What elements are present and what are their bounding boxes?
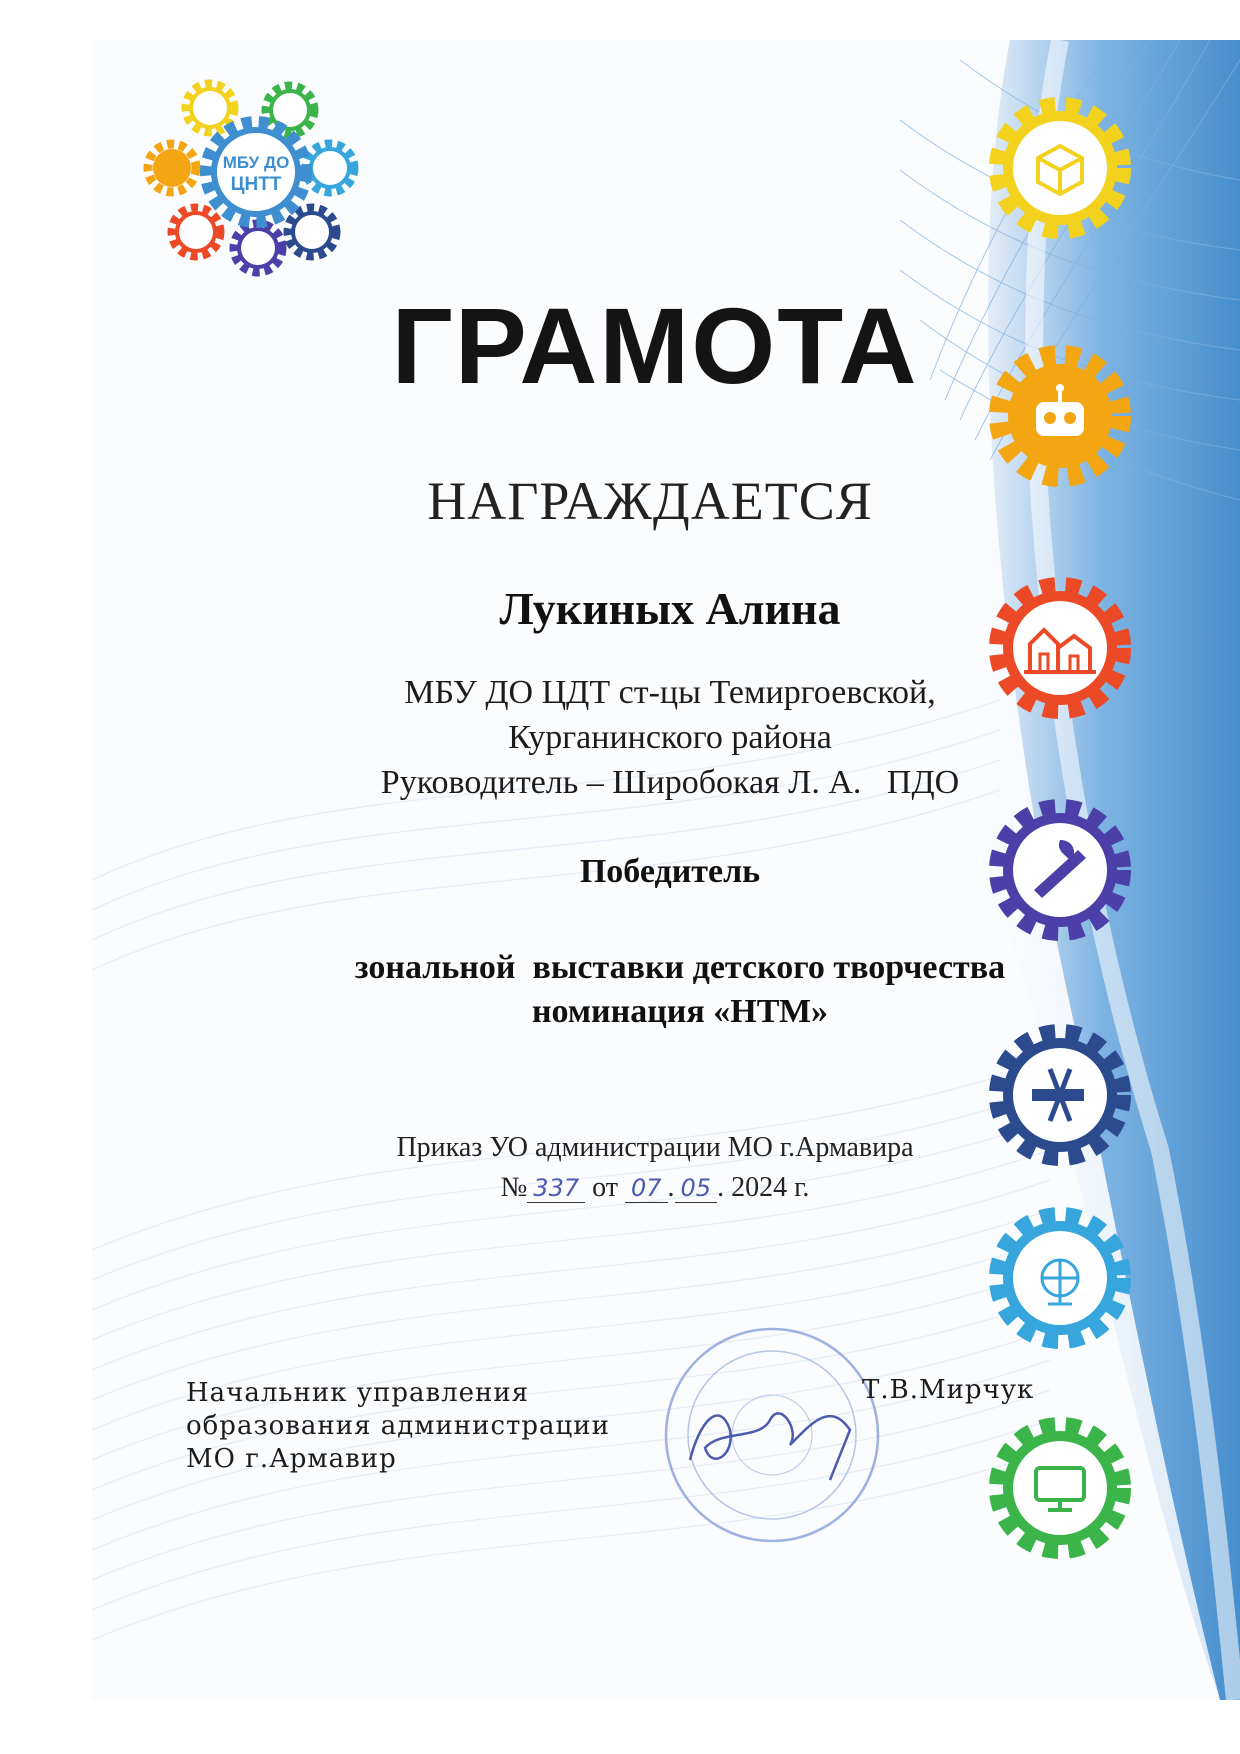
event-line-1: зональной выставки детского творчества (354, 949, 1006, 986)
signatory-title-line-3: МО г.Армавир (186, 1444, 397, 1474)
signatory-title-line-1: Начальник управления (186, 1378, 530, 1408)
logo-cluster (148, 84, 354, 272)
certificate-title: ГРАМОТА (391, 285, 919, 406)
order-from-label: от (592, 1172, 618, 1203)
order-day: 07 (625, 1174, 668, 1203)
event-line-2: номинация «НТМ» (531, 993, 829, 1030)
signatory-title (186, 1377, 706, 1476)
order-month: 05 (675, 1174, 718, 1203)
order-line-2: № 337 от 07 . 05 . 2024 г. (500, 1172, 810, 1203)
logo-text-line1: МБУ ДО (222, 153, 290, 172)
org-line-3: Руководитель – Широбокая Л. А. ПДО (380, 764, 960, 801)
organization-block (310, 670, 1030, 805)
order-number: 337 (527, 1174, 585, 1203)
event-block (280, 946, 1080, 1034)
signatory-name: Т.В.Мирчук (862, 1375, 1035, 1405)
order-number-prefix: № (500, 1172, 528, 1203)
recipient-name: Лукиных Алина (499, 583, 841, 634)
order-block (330, 1128, 980, 1208)
org-line-2: Курганинского района (508, 719, 832, 756)
org-line-1: МБУ ДО ЦДТ ст-цы Темиргоевской, (404, 674, 936, 711)
signatory-title-line-2: образования администрации (186, 1411, 610, 1441)
order-year: 2024 г. (731, 1172, 810, 1203)
award-status: Победитель (579, 853, 761, 890)
logo-text-line2: ЦНТТ (230, 174, 282, 195)
order-line-1: Приказ УО администрации МО г.Армавира (396, 1132, 914, 1163)
monitor-gear-icon (1000, 1428, 1120, 1548)
awarded-label: НАГРАЖДАЕТСЯ (427, 471, 873, 531)
